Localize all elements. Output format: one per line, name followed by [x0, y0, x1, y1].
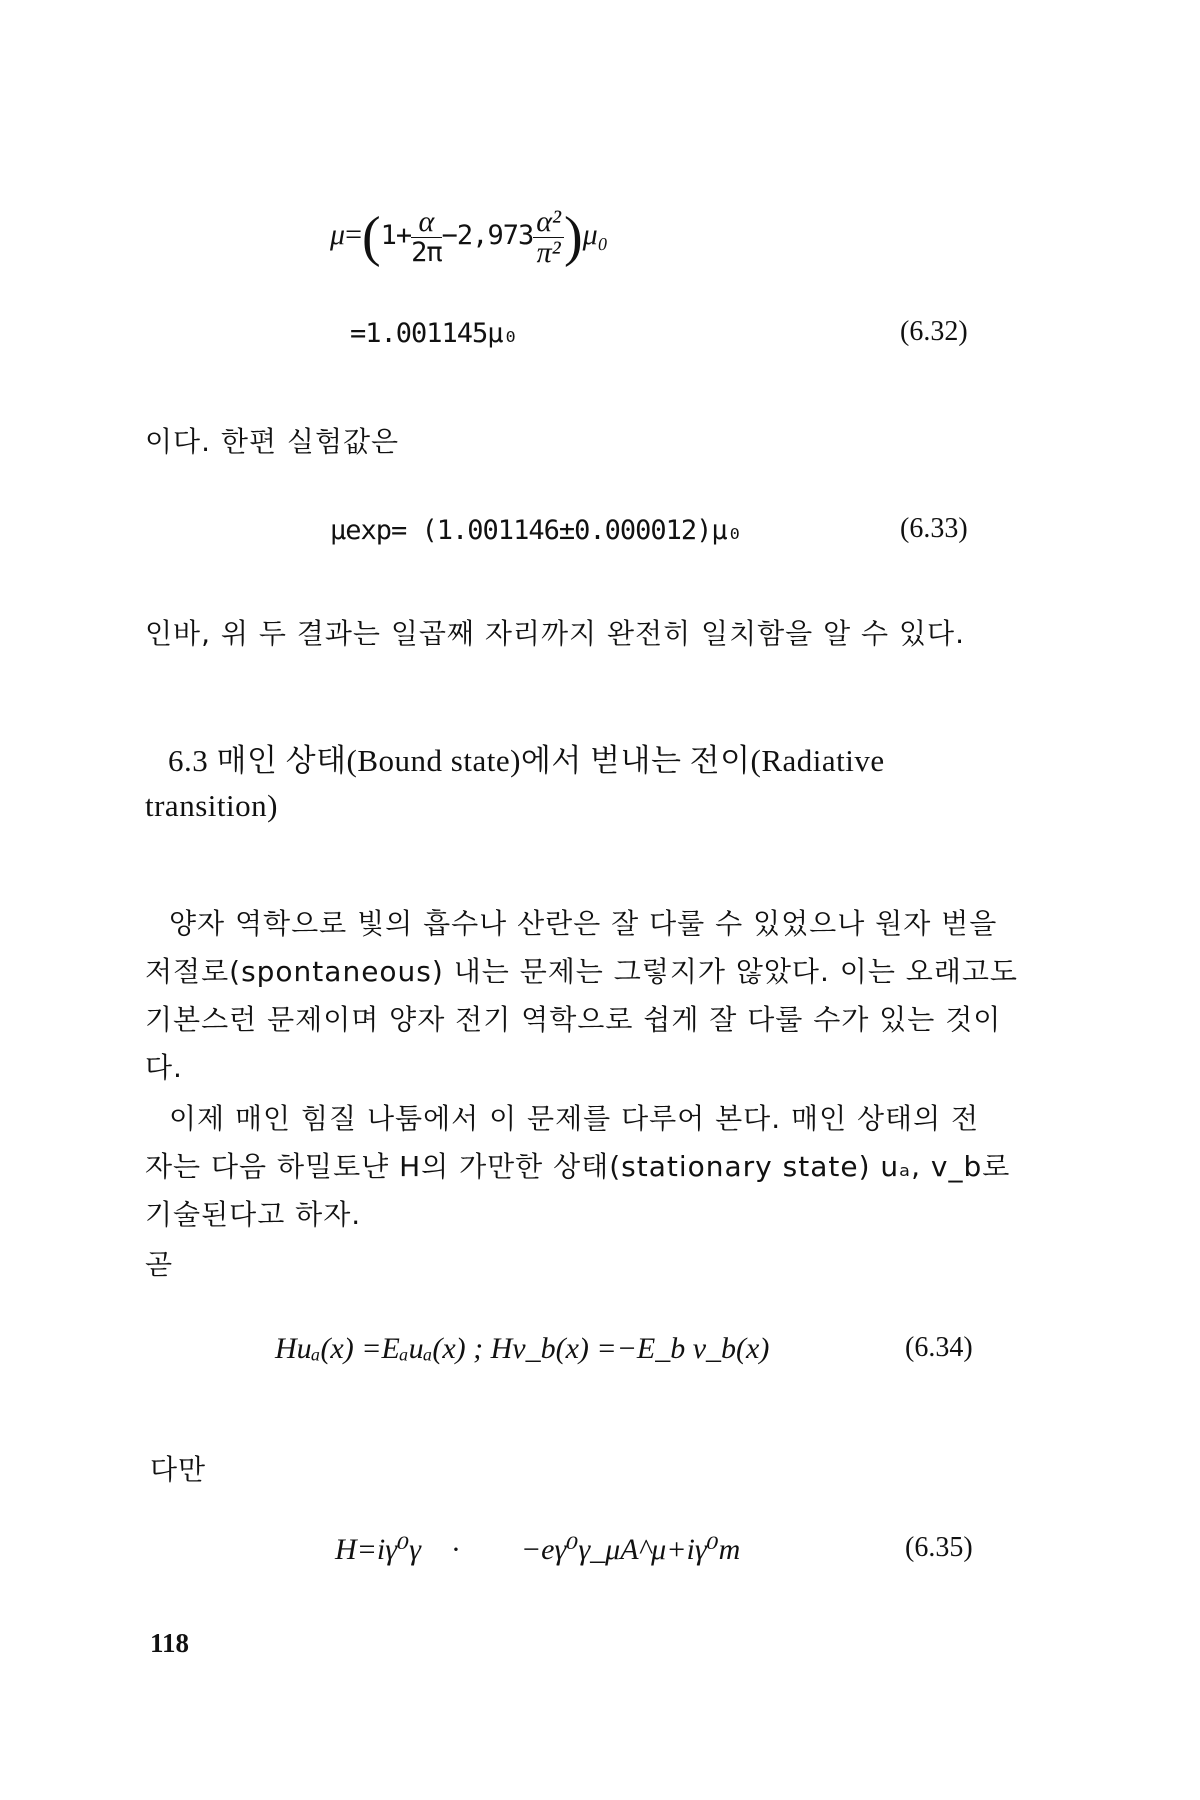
frac2-numerator: α² [533, 207, 564, 238]
equation-number-6-35: (6.35) [905, 1532, 973, 1563]
eq-mu: μ [330, 217, 346, 251]
equation-number-6-33: (6.33) [900, 513, 968, 544]
equation-6-32-line2: =1.001145μ₀ [350, 318, 518, 349]
paragraph-2-line: 기술된다고 하자. [145, 1198, 362, 1231]
paragraph-1-line: 다. [145, 1051, 183, 1084]
equation-number-6-32: (6.32) [900, 316, 968, 347]
frac1-denominator: 2π [411, 236, 442, 268]
frac2-denominator: π² [536, 235, 561, 269]
paragraph-1-line: 기본스런 문제이며 양자 전기 역학으로 쉽게 잘 다룰 수가 있는 것이 [145, 1003, 1002, 1036]
paragraph-1-line: 저절로(spontaneous) 내는 문제는 그렇지가 않았다. 이는 오래고도 [145, 955, 1018, 988]
paragraph-1 [145, 900, 1018, 1092]
equation-6-35: H=iγ⁰γ⃗ · ∇⃗ −eγ⁰γ_μA^μ+iγ⁰m [335, 1533, 741, 1566]
section-heading-line2: transition) [145, 788, 278, 823]
page-number: 118 [150, 1628, 190, 1658]
body-text-4: 다만 [150, 1453, 207, 1486]
paragraph-2 [145, 1095, 1010, 1239]
paragraph-1-line: 양자 역학으로 빛의 흡수나 산란은 잘 다룰 수 있었으나 원자 벋을 [169, 907, 998, 940]
paragraph-2-line: 이제 매인 힘질 나툼에서 이 문제를 다루어 본다. 매인 상태의 전 [169, 1102, 980, 1135]
frac1-numerator: α [411, 207, 442, 238]
eq-equals: = [345, 217, 362, 251]
paragraph-2-line: 자는 다음 하밀토냔 H의 가만한 상태(stationary state) uₐ, v_b로 [145, 1150, 1011, 1183]
equation-number-6-34: (6.34) [905, 1332, 973, 1363]
eq-open-paren: ( [361, 206, 381, 268]
eq-fraction-2 [533, 204, 564, 269]
section-heading-line1: 6.3 매인 상태(Bound state)에서 벋내는 전이(Radiative [168, 743, 885, 778]
body-text-3: 곧 [145, 1248, 174, 1281]
eq-close-paren: ) [563, 206, 583, 268]
body-text-2: 인바, 위 두 결과는 일곱째 자리까지 완전히 일치함을 알 수 있다. [145, 617, 966, 650]
equation-6-32-line1 [330, 205, 608, 269]
eq-fraction-1 [411, 204, 442, 268]
equation-6-34: Huₐ(x) =Eₐuₐ(x) ; Hv_b(x) =−E_b v_b(x) [275, 1332, 770, 1365]
eq-mu0: μ₀ [582, 217, 609, 251]
eq-term-one: 1+ [380, 219, 412, 251]
body-text-1: 이다. 한편 실험값은 [145, 425, 400, 458]
equation-6-33: μexp= (1.001146±0.000012)μ₀ [330, 515, 742, 546]
eq-coefficient: −2,973 [441, 219, 534, 251]
